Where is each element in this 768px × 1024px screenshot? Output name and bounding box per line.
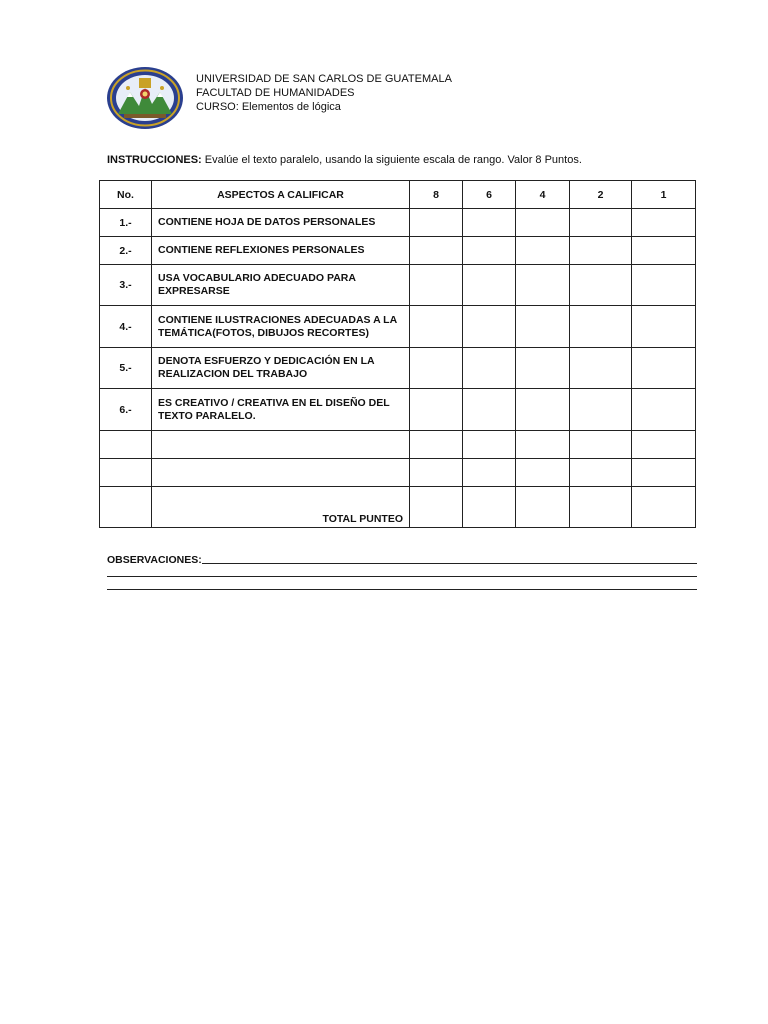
score-cell[interactable]: [570, 431, 632, 459]
instructions-text: Evalúe el texto paralelo, usando la siguiente escala de rango. Valor 8 Puntos.: [201, 154, 582, 166]
header-score-4: 4: [516, 181, 570, 209]
table-row: [100, 348, 696, 389]
score-cell[interactable]: [410, 209, 463, 237]
score-cell[interactable]: [410, 431, 463, 459]
observations-blank-line[interactable]: [202, 563, 697, 564]
university-name: UNIVERSIDAD DE SAN CARLOS DE GUATEMALA: [196, 73, 452, 85]
score-cell[interactable]: [632, 348, 696, 389]
row-number: 1.-: [100, 209, 152, 237]
row-number: 5.-: [100, 348, 152, 389]
score-cell[interactable]: [463, 431, 516, 459]
header-score-6: 6: [463, 181, 516, 209]
score-cell[interactable]: [516, 431, 570, 459]
score-cell[interactable]: [632, 265, 696, 306]
header-score-1: 1: [632, 181, 696, 209]
score-cell[interactable]: [570, 459, 632, 487]
score-cell[interactable]: [516, 459, 570, 487]
total-row: [100, 487, 696, 528]
row-number: 4.-: [100, 306, 152, 348]
total-score-label: TOTAL PUNTEO: [152, 487, 410, 528]
row-aspect: ES CREATIVO / CREATIVA EN EL DISEÑO DEL TEXTO PARALELO.: [152, 389, 410, 431]
score-cell[interactable]: [410, 306, 463, 348]
empty-row: [100, 431, 696, 459]
score-cell[interactable]: [463, 348, 516, 389]
score-cell[interactable]: [570, 237, 632, 265]
row-number: 6.-: [100, 389, 152, 431]
header-aspects: ASPECTOS A CALIFICAR: [152, 181, 410, 209]
score-cell[interactable]: [632, 431, 696, 459]
total-score-cell[interactable]: [410, 487, 463, 528]
score-cell[interactable]: [516, 348, 570, 389]
faculty-name: FACULTAD DE HUMANIDADES: [196, 87, 355, 99]
header-score-2: 2: [570, 181, 632, 209]
document-header: [196, 72, 452, 114]
score-cell[interactable]: [632, 389, 696, 431]
empty-cell[interactable]: [152, 459, 410, 487]
total-score-cell[interactable]: [632, 487, 696, 528]
table-row: [100, 265, 696, 306]
score-cell[interactable]: [410, 348, 463, 389]
university-seal-logo: [106, 66, 184, 130]
score-cell[interactable]: [570, 265, 632, 306]
instructions-label: INSTRUCCIONES:: [107, 154, 202, 166]
observations-label: OBSERVACIONES:: [107, 554, 202, 566]
row-number: 3.-: [100, 265, 152, 306]
score-cell[interactable]: [570, 348, 632, 389]
score-cell[interactable]: [410, 459, 463, 487]
score-cell[interactable]: [632, 209, 696, 237]
observations-line: [107, 579, 697, 592]
score-cell[interactable]: [463, 265, 516, 306]
observations-blank-line[interactable]: [107, 589, 697, 590]
observations-section: [107, 553, 697, 592]
empty-cell: [100, 431, 152, 459]
table-header-row: [100, 181, 696, 209]
score-cell[interactable]: [570, 389, 632, 431]
score-cell[interactable]: [463, 389, 516, 431]
score-cell[interactable]: [410, 265, 463, 306]
score-cell[interactable]: [463, 209, 516, 237]
header-no: No.: [100, 181, 152, 209]
score-cell[interactable]: [570, 306, 632, 348]
row-aspect: CONTIENE REFLEXIONES PERSONALES: [152, 237, 410, 265]
row-aspect: CONTIENE HOJA DE DATOS PERSONALES: [152, 209, 410, 237]
table-row: [100, 389, 696, 431]
total-score-cell[interactable]: [463, 487, 516, 528]
score-cell[interactable]: [516, 306, 570, 348]
total-score-cell[interactable]: [516, 487, 570, 528]
instructions: [107, 153, 582, 167]
row-aspect: CONTIENE ILUSTRACIONES ADECUADAS A LA TEMÁTICA(FOTOS, DIBUJOS RECORTES): [152, 306, 410, 348]
score-cell[interactable]: [632, 306, 696, 348]
score-cell[interactable]: [463, 306, 516, 348]
row-aspect: USA VOCABULARIO ADECUADO PARA EXPRESARSE: [152, 265, 410, 306]
row-number: 2.-: [100, 237, 152, 265]
score-cell[interactable]: [463, 237, 516, 265]
score-cell[interactable]: [516, 209, 570, 237]
score-cell[interactable]: [410, 389, 463, 431]
score-cell[interactable]: [463, 459, 516, 487]
empty-cell[interactable]: [152, 431, 410, 459]
course-name: CURSO: Elementos de lógica: [196, 101, 341, 113]
empty-row: [100, 459, 696, 487]
total-score-cell[interactable]: [570, 487, 632, 528]
score-cell[interactable]: [570, 209, 632, 237]
observations-line: [107, 566, 697, 579]
observations-first-line: [107, 553, 697, 566]
observations-blank-line[interactable]: [107, 576, 697, 577]
table-row: [100, 209, 696, 237]
table-row: [100, 306, 696, 348]
table-row: [100, 237, 696, 265]
rating-scale-table: [99, 180, 696, 528]
score-cell[interactable]: [516, 265, 570, 306]
empty-cell: [100, 487, 152, 528]
score-cell[interactable]: [516, 237, 570, 265]
score-cell[interactable]: [410, 237, 463, 265]
empty-cell: [100, 459, 152, 487]
header-score-8: 8: [410, 181, 463, 209]
score-cell[interactable]: [632, 237, 696, 265]
score-cell[interactable]: [632, 459, 696, 487]
row-aspect: DENOTA ESFUERZO Y DEDICACIÓN EN LA REALIZACION DEL TRABAJO: [152, 348, 410, 389]
score-cell[interactable]: [516, 389, 570, 431]
